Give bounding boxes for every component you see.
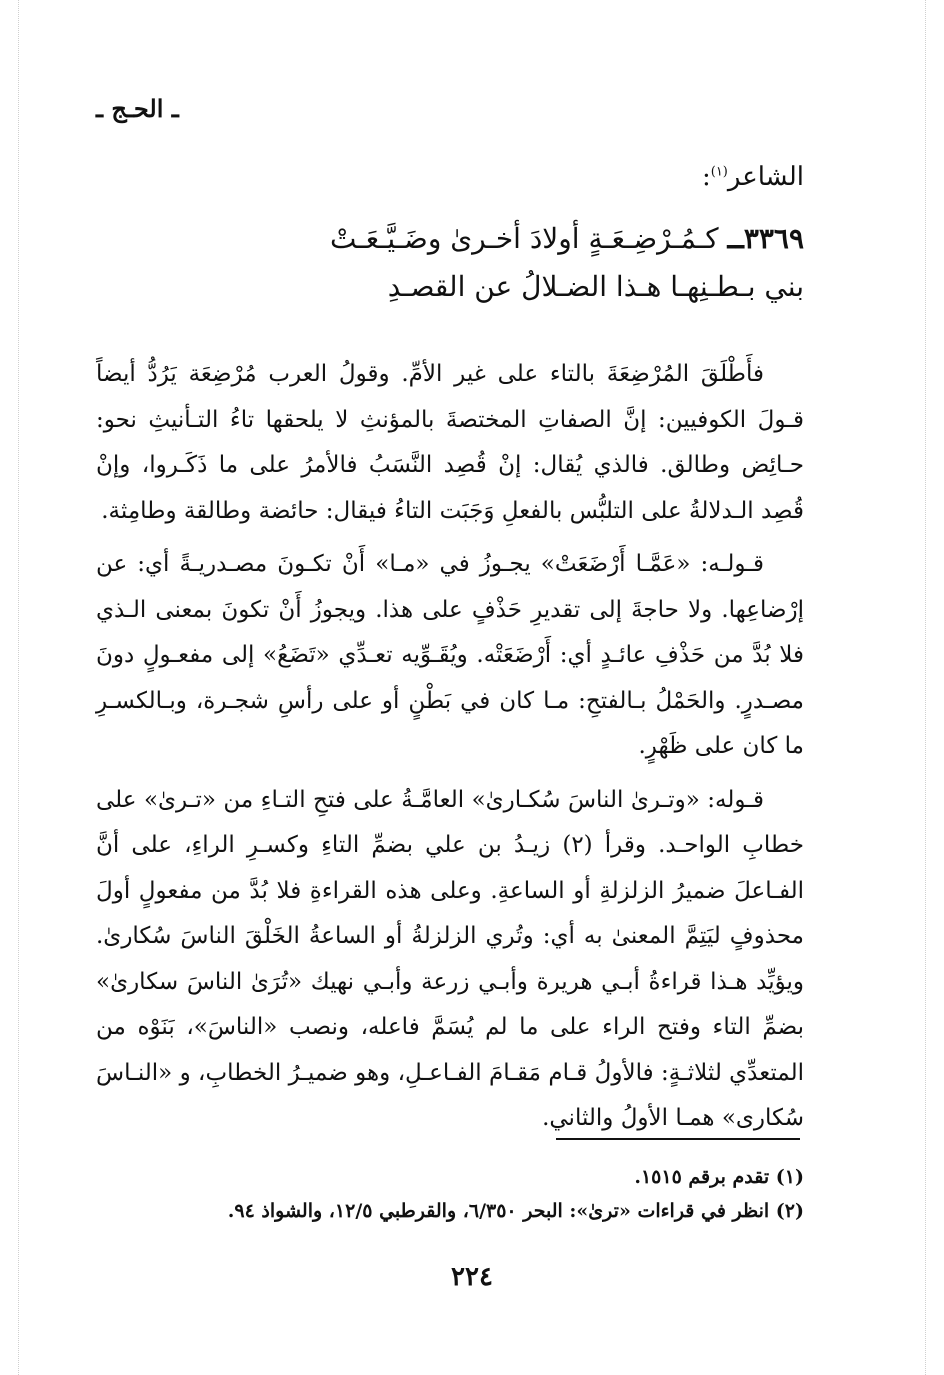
verse-hemistich-2: بني بـطـنِهـا هـذا الضـلالُ عن القصـدِ bbox=[387, 270, 804, 303]
paragraph-3: قـوله: «وتـرىٰ الناسَ سُكـارىٰ» العامَّـةُ على فتحِ التـاءِ من «تـرىٰ» على خطابِ الواحـد. وقرأ (٢) زيـدُ بن علي بضمِّ التاءِ وكسـرِ الراءِ، على أنَّ الفـاعلَ ضميرُ الزلزلةِ أو الساعةِ. وعلى هذه القراءةِ فلا بُدَّ من مفعولٍ أولَ محذوفٍ ليَتِمَّ المعنىٰ به أي: وتُري الزلزلةُ أو الساعةُ الخَلْقَ الناسَ سُكارىٰ. ويؤيِّد هـذا قراءةُ أبـي هريرة وأبـي زرعة وأبـي نهيك «تُرَىٰ الناسَ سكارىٰ» بضمِّ التاء وفتح الراء على ما لم يُسَمَّ فاعله، ونصب «الناسَ»، بَنَوْه من المتعدِّي لثلاثـةٍ: فالأولُ قـام مَقـامَ الفـاعـلِ، وهو ضميـرُ الخطابِ، و «النـاسَ سُكارى» همـا الأولُ والثاني. bbox=[96, 786, 805, 1131]
verse-hemistich-1: كـمُـرْضِـعَـةٍ أولادَ أخـرىٰ وضَـيَّـعَـتْ bbox=[330, 222, 719, 255]
footnote-ref-1: (١) bbox=[710, 164, 728, 180]
poet-colon: : bbox=[701, 162, 711, 192]
scan-margin-left bbox=[18, 0, 19, 1375]
verse-line-1 bbox=[96, 222, 804, 255]
verse-number: ٣٣٦٩ــ bbox=[727, 222, 804, 255]
footnotes bbox=[96, 1160, 804, 1228]
paragraph-2: قـولـه: «عَمَّـا أَرْضَعَتْ» يجـوزُ في «مـا» أَنْ تكـونَ مصـدريـةً أي: عن إرْضاعِها. ولا حاجةَ إلى تقديرِ حَذْفٍ على هذا. ويجوزُ أَنْ تكونَ بمعنى الـذي فلا بُدَّ من حَذْفِ عائـدٍ أي: أَرْضَعَتْه. ويُقَـوِّيه تعـدِّي «تَضَعُ» إلى مفعـولٍ دونَ مصـدرٍ. والحَمْلُ بـالفتحِ: مـا كان في بَطْنٍ أو على رأسِ شجـرة، وبـالكسـرِ ما كان على ظَهْرٍ. bbox=[96, 551, 804, 759]
footnote-1: (١) تقدم برقم ١٥١٥. bbox=[634, 1166, 804, 1188]
page-number: ٢٢٤ bbox=[451, 1262, 493, 1292]
running-header: ـ الحـج ـ bbox=[96, 94, 179, 123]
scan-margin-right bbox=[925, 0, 926, 1375]
footnote-2: (٢) انظر في قراءات «ترىٰ»: البحر ٦/٣٥٠، والقرطبي ١٢/٥، والشواذ ٩٤. bbox=[227, 1200, 804, 1222]
poet-label: الشاعر bbox=[727, 162, 804, 192]
paragraph-1: فأَطْلَقَ المُرْضِعَةَ بالتاء على غير الأمِّ. وقولُ العرب مُرْضِعَة يَرُدُّ أيضاً قـولَ الكوفيين: إنَّ الصفاتِ المختصةَ بالمؤنثِ لا يلحقها تاءُ التـأنيثِ نحو: حـائِض وطالق. فالذي يُقال: إنْ قُصِد النَّسَبُ فالأمرُ على ما ذَكَـروا، وإنْ قُصِد الـدلالةُ على التلبُّس بالفعلِ وَجَبَت التاءُ فيقال: حائضة وطالقة وطامِثة. bbox=[96, 361, 804, 524]
poet-intro bbox=[96, 162, 804, 192]
commentary-body bbox=[96, 352, 804, 1150]
footnote-separator bbox=[556, 1138, 800, 1140]
verse-line-2 bbox=[300, 270, 804, 303]
